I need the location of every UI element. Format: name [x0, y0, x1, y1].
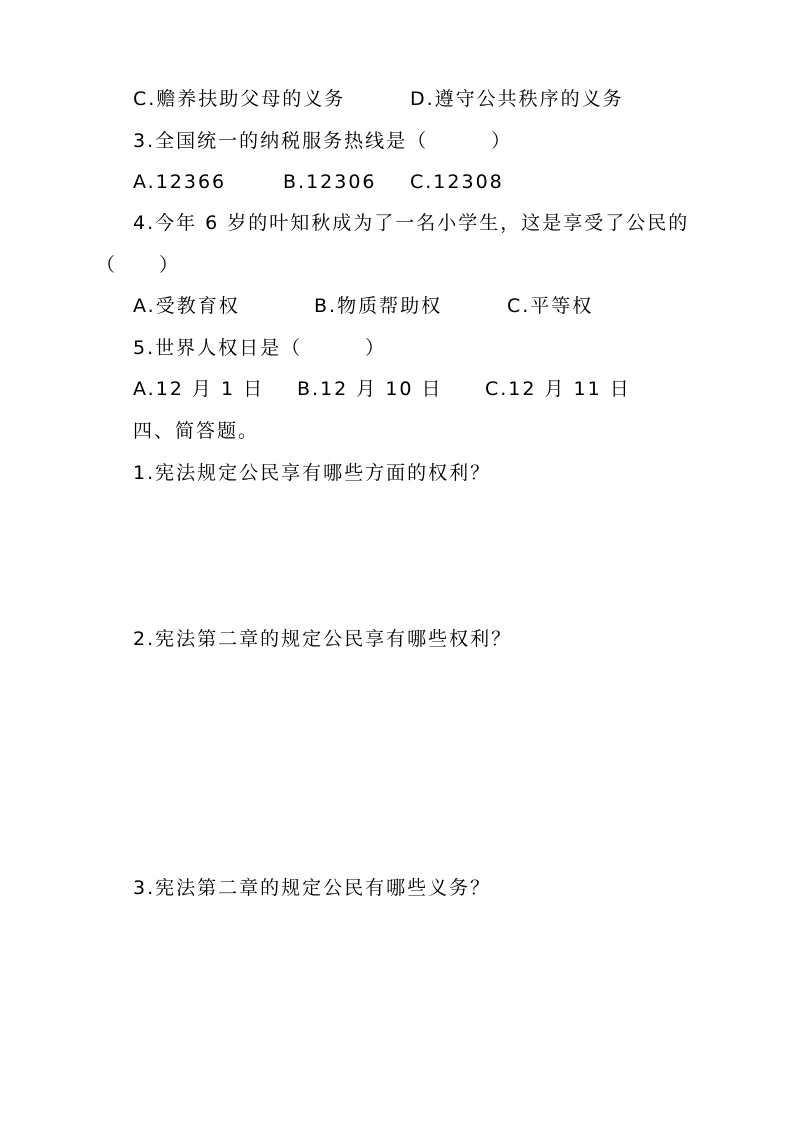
q4-option-a: A.受教育权 [133, 295, 240, 317]
q4-question-line1: 4.今年 6 岁的叶知秋成为了一名小学生，这是享受了公民的 [133, 212, 690, 234]
q5-option-b: B.12 月 10 日 [297, 378, 443, 400]
q4-option-b: B.物质帮助权 [314, 295, 443, 317]
q2-option-d: D.遵守公共秩序的义务 [410, 88, 624, 110]
short-answer-q1: 1.宪法规定公民享有哪些方面的权利？ [133, 462, 492, 484]
q5-option-a: A.12 月 1 日 [133, 378, 265, 400]
q2-option-c: C.赡养扶助父母的义务 [133, 88, 346, 110]
q3-option-a: A.12366 [133, 171, 227, 193]
q4-option-c: C.平等权 [507, 295, 594, 317]
q3-option-b: B.12306 [283, 171, 377, 193]
short-answer-q3: 3.宪法第二章的规定公民有哪些义务？ [133, 877, 492, 899]
q5-option-c: C.12 月 11 日 [485, 378, 631, 400]
q3-option-c: C.12308 [410, 171, 504, 193]
short-answer-q2: 2.宪法第二章的规定公民享有哪些权利？ [133, 628, 513, 650]
q5-question: 5.世界人权日是（ ） [133, 337, 387, 359]
q4-question-line2: （ ） [96, 254, 181, 276]
q3-question: 3.全国统一的纳税服务热线是（ ） [133, 130, 513, 152]
section4-title: 四、简答题。 [133, 420, 260, 442]
